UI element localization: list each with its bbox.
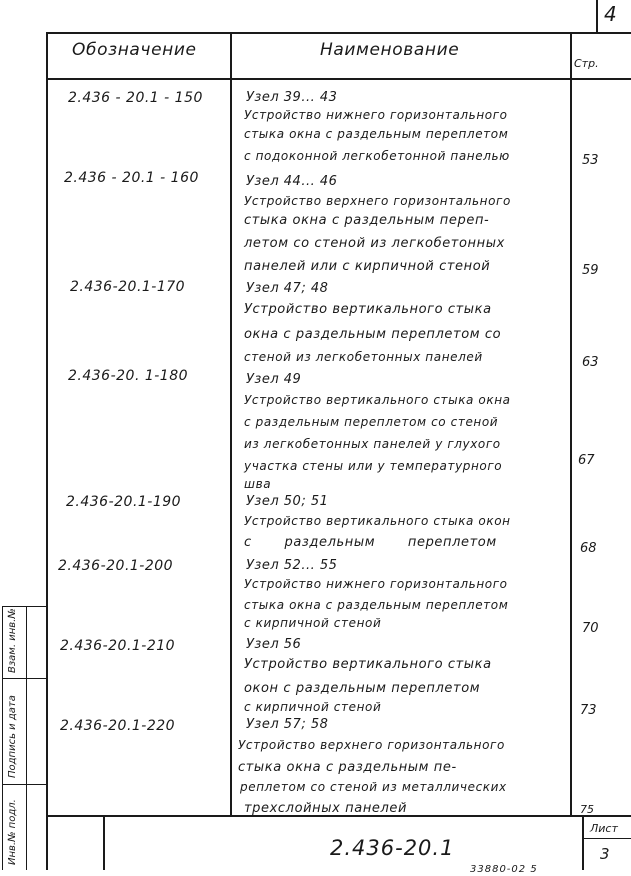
row-5-page: 68	[580, 541, 597, 556]
row-5-desc-line-2: с раздельным переплетом	[244, 535, 497, 550]
row-1-page: 53	[582, 153, 599, 168]
row-7-knot: Узел 56	[246, 637, 302, 652]
row-1-desc-line-3: с подоконной легкобетонной панелью	[244, 149, 510, 163]
frame-top-border	[46, 32, 631, 34]
row-8-desc-line-3: реплетом со стеной из металлических	[240, 780, 507, 794]
row-8-page: 75	[580, 803, 594, 816]
row-7-desc-line-2: окон с раздельным переплетом	[244, 681, 481, 696]
row-8-desc-line-4: трехслойных панелей	[244, 801, 408, 816]
stamp-left-line	[103, 815, 105, 870]
row-6-desc-line-2: стыка окна с раздельным переплетом	[244, 598, 509, 612]
row-4-page: 67	[578, 453, 595, 468]
row-2-desc-line-2: стыка окна с раздельным переп-	[244, 213, 490, 228]
row-8-desc-line-1: Устройство верхнего горизонтального	[238, 738, 505, 752]
row-8-code: 2.436-20.1-220	[60, 718, 176, 734]
row-4-knot: Узел 49	[246, 372, 302, 387]
frame-left-border	[46, 32, 48, 870]
row-6-desc-line-1: Устройство нижнего горизонтального	[244, 577, 508, 591]
col-divider-1	[230, 32, 232, 816]
footer-code: 33880-02 5	[470, 864, 538, 875]
row-1-desc-line-2: стыка окна с раздельным переплетом	[244, 127, 509, 141]
row-8-desc-line-2: стыка окна с раздельным пе-	[238, 760, 457, 775]
stamp-sheet-label: Лист	[590, 822, 618, 835]
row-3-desc-line-2: окна с раздельным переплетом со	[244, 327, 502, 342]
side-label-signature: Подпись и дата	[7, 695, 18, 778]
row-1-desc-line-1: Устройство нижнего горизонтального	[244, 108, 508, 122]
row-6-code: 2.436-20.1-200	[58, 558, 174, 574]
row-2-knot: Узел 44... 46	[246, 174, 338, 189]
side-label-inventory: Инв.№ подл.	[7, 799, 18, 865]
row-3-knot: Узел 47; 48	[246, 281, 329, 296]
header-page: Стр.	[574, 57, 599, 70]
side-strip-div-2	[2, 784, 46, 785]
row-2-desc-line-4: панелей или с кирпичной стеной	[244, 259, 491, 274]
side-strip-right	[26, 606, 27, 870]
row-1-knot: Узел 39... 43	[246, 90, 338, 105]
side-label-replacement: Взам. инв.№	[7, 608, 18, 673]
row-3-desc-line-1: Устройство вертикального стыка	[244, 302, 492, 317]
row-6-knot: Узел 52... 55	[246, 558, 338, 573]
side-strip-div-1	[2, 678, 46, 679]
corner-page-number: 4	[604, 2, 617, 26]
row-7-desc-line-1: Устройство вертикального стыка	[244, 657, 492, 672]
header-designation: Обозначение	[72, 40, 197, 60]
row-4-desc-line-5: шва	[244, 477, 272, 491]
row-3-code: 2.436-20.1-170	[70, 279, 186, 295]
row-2-code: 2.436 - 20.1 - 160	[64, 170, 199, 186]
row-3-desc-line-3: стеной из легкобетонных панелей	[244, 350, 483, 364]
row-2-page: 59	[582, 263, 599, 278]
row-1-code: 2.436 - 20.1 - 150	[68, 90, 203, 106]
row-7-desc-line-3: с кирпичной стеной	[244, 700, 382, 714]
row-5-code: 2.436-20.1-190	[66, 494, 182, 510]
row-2-desc-line-3: летом со стеной из легкобетонных	[244, 236, 505, 251]
col-divider-2	[570, 32, 572, 816]
side-strip-left	[2, 606, 3, 870]
row-5-desc-line-1: Устройство вертикального стыка окон	[244, 514, 511, 528]
corner-box-left	[596, 0, 598, 33]
row-4-code: 2.436-20. 1-180	[68, 368, 189, 384]
row-3-page: 63	[582, 355, 599, 370]
stamp-right-line	[582, 815, 584, 870]
row-4-desc-line-2: с раздельным переплетом со стеной	[244, 415, 499, 429]
row-4-desc-line-3: из легкобетонных панелей у глухого	[244, 437, 501, 451]
stamp-sheet-number: 3	[600, 845, 610, 863]
row-4-desc-line-4: участка стены или у температурного	[244, 459, 503, 473]
header-bottom-line	[46, 78, 631, 80]
row-7-code: 2.436-20.1-210	[60, 638, 176, 654]
stamp-sheet-divider	[582, 838, 631, 839]
row-8-knot: Узел 57; 58	[246, 717, 329, 732]
row-4-desc-line-1: Устройство вертикального стыка окна	[244, 393, 511, 407]
row-2-desc-line-1: Устройство верхнего горизонтального	[244, 194, 511, 208]
stamp-designation: 2.436-20.1	[330, 836, 455, 860]
header-name: Наименование	[320, 40, 460, 60]
row-6-desc-line-3: с кирпичной стеной	[244, 616, 382, 630]
side-strip-top	[2, 606, 46, 607]
row-5-knot: Узел 50; 51	[246, 494, 329, 509]
row-7-page: 73	[580, 703, 597, 718]
row-6-page: 70	[582, 621, 599, 636]
